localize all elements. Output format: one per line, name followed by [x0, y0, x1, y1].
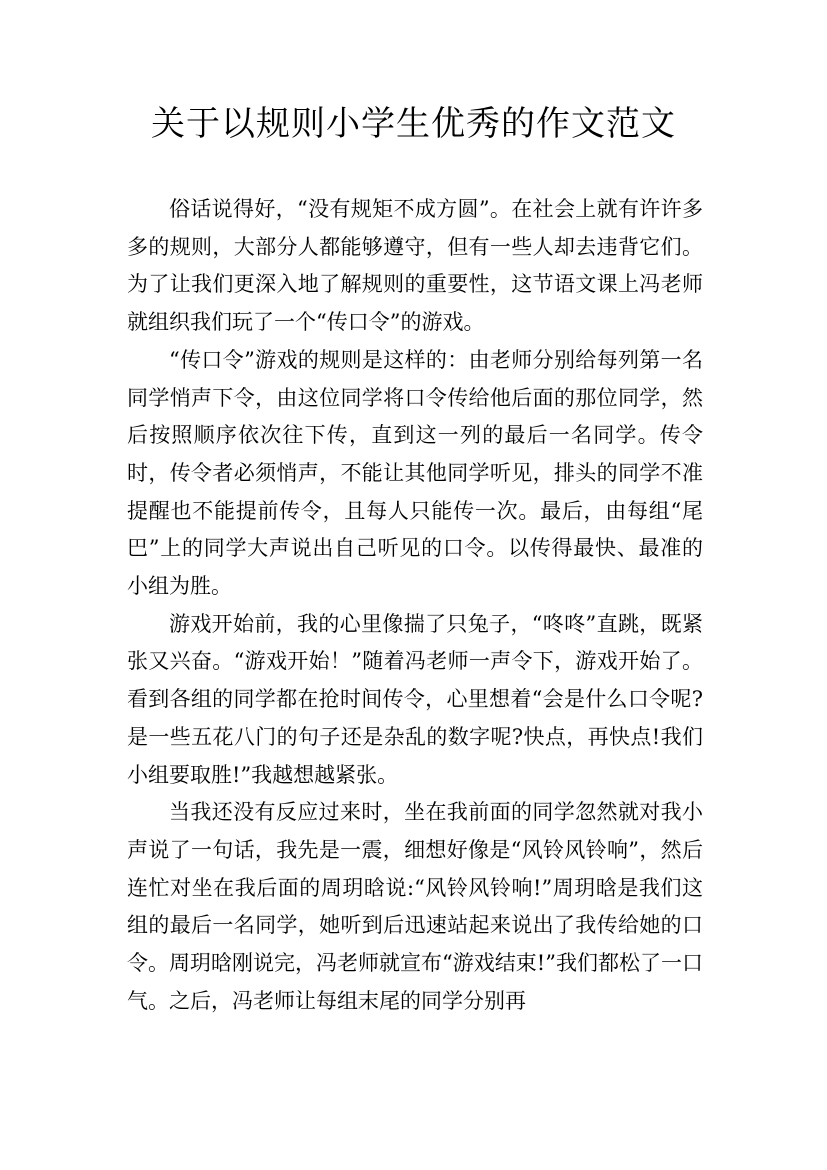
paragraph-1: 俗话说得好，“没有规矩不成方圆”。在社会上就有许许多多的规则，大部分人都能够遵守，但有一些人却去违背它们。为了让我们更深入地了解规则的重要性，这节语文课上冯老师就组织我们玩了一个“传口令”的游戏。 [127, 197, 703, 335]
paragraph-3: 游戏开始前，我的心里像揣了只兔子，“咚咚”直跳，既紧张又兴奋。“游戏开始！”随着冯老师一声令下，游戏开始了。看到各组的同学都在抢时间传令，心里想着“会是什么口令呢?是一些五花八门的句子还是杂乱的数字呢?快点，再快点!我们小组要取胜!”我越想越紧张。 [127, 611, 703, 787]
paragraph-2: “传口令”游戏的规则是这样的：由老师分别给每列第一名同学悄声下令，由这位同学将口令传给他后面的那位同学，然后按照顺序依次往下传，直到这一列的最后一名同学。传令时，传令者必须悄声，不能让其他同学听见，排头的同学不准提醒也不能提前传令，且每人只能传一次。最后，由每组“尾巴”上的同学大声说出自己听见的口令。以传得最快、最准的小组为胜。 [127, 347, 703, 599]
paragraph-4: 当我还没有反应过来时，坐在我前面的同学忽然就对我小声说了一句话，我先是一震，细想好像是“风铃风铃响”，然后连忙对坐在我后面的周玥晗说:“风铃风铃响!”周玥晗是我们这组的最后一名同学，她听到后迅速站起来说出了我传给她的口令。周玥晗刚说完，冯老师就宣布“游戏结束!”我们都松了一口气。之后，冯老师让每组末尾的同学分别再 [127, 800, 703, 1013]
document-body [127, 191, 703, 1020]
document-title: 关于以规则小学生优秀的作文范文 [151, 104, 676, 144]
